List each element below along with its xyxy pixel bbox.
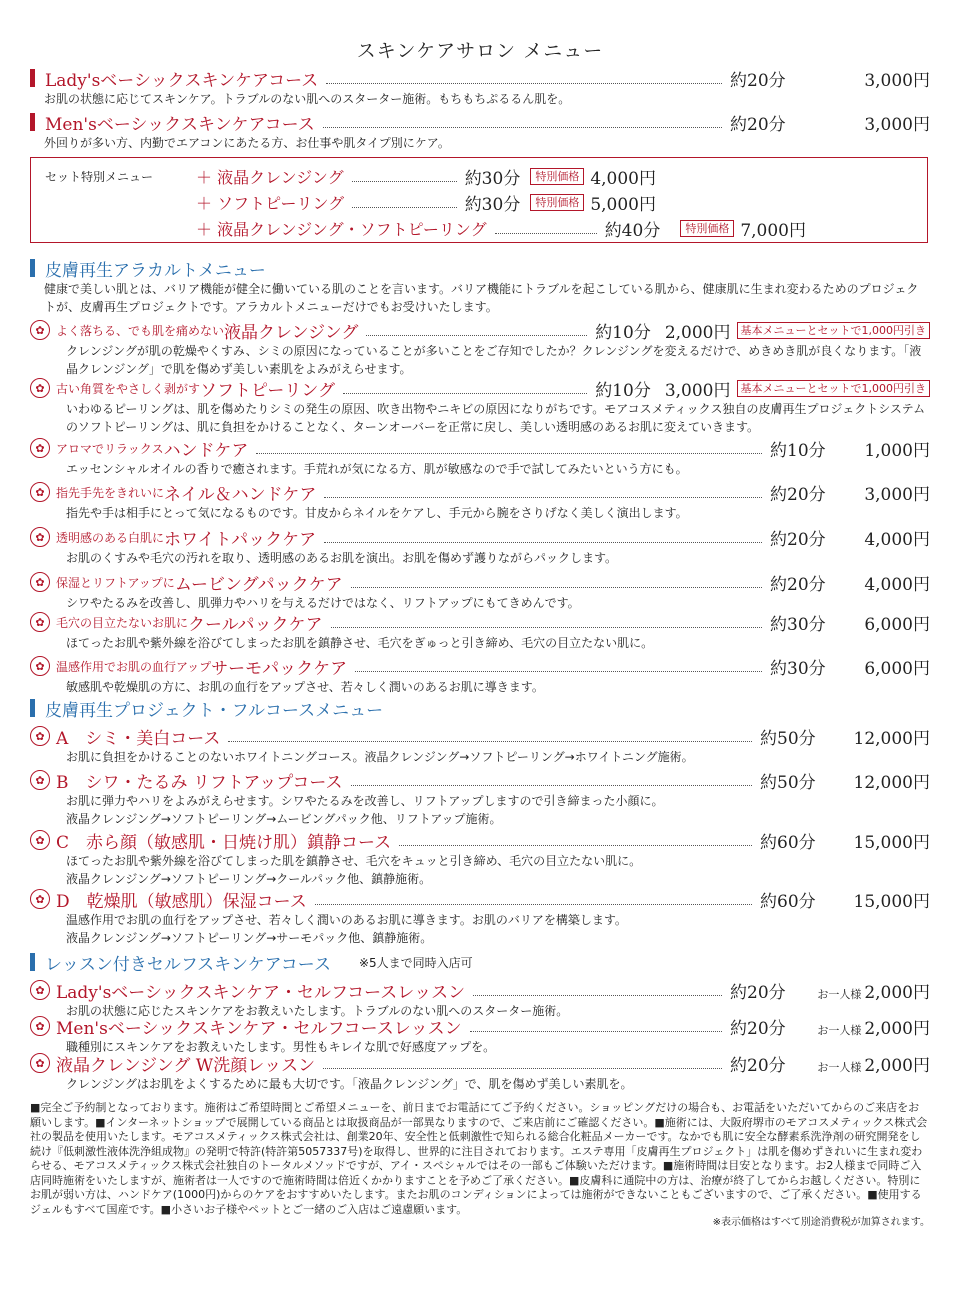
- fullcourse-item: [30, 887, 930, 947]
- alacarte-item: [30, 436, 930, 478]
- leaf-icon: ✿: [30, 726, 50, 746]
- leader-dots: [470, 1021, 722, 1032]
- basic-course-men: [30, 110, 930, 152]
- item-time: 約30分: [770, 614, 826, 635]
- alacarte-item: [30, 376, 930, 436]
- leaf-icon: ✿: [30, 1053, 50, 1073]
- course-name: C 赤ら顔（敏感肌・日焼け肌）鎮静コース: [56, 832, 392, 853]
- lesson-item: [30, 1051, 930, 1093]
- set-item-name: ＋ 液晶クレンジング: [196, 167, 344, 187]
- set-menu-label: セット特別メニュー: [45, 170, 154, 184]
- leaf-icon: ✿: [30, 438, 50, 458]
- page-title: スキンケアサロン メニュー: [356, 40, 604, 62]
- course-time: 約20分: [730, 70, 786, 91]
- leaf-icon: ✿: [30, 770, 50, 790]
- leaf-icon: ✿: [30, 482, 50, 502]
- section-marker: [30, 699, 35, 717]
- fullcourse-item: [30, 724, 930, 766]
- course-name: Men'sベーシックスキンケアコース: [45, 114, 315, 135]
- set-item-time: 約30分: [464, 168, 521, 189]
- item-time: 約20分: [770, 484, 826, 505]
- item-tagline: よく落ちる、でも肌を痛めない: [56, 323, 225, 338]
- section-marker: [30, 259, 35, 277]
- leaf-icon: ✿: [30, 980, 50, 1000]
- basic-course-lady: [30, 66, 930, 108]
- leaf-icon: ✿: [30, 830, 50, 850]
- item-time: 約20分: [770, 574, 826, 595]
- course-price: 3,000円: [864, 114, 930, 135]
- per-person-label: お一人様: [817, 987, 862, 1001]
- alacarte-item: [30, 318, 930, 378]
- leaf-icon: ✿: [30, 572, 50, 592]
- item-tagline: 保湿とリフトアップに: [56, 575, 175, 590]
- item-desc: エッセンシャルオイルの香りで癒されます。手荒れが気になる方、肌が敏感なので手で試してみたいという方にも。: [66, 462, 688, 476]
- course-procedure: 液晶クレンジング→ソフトピーリング→ムービングパック他、リフトアップ施術。: [66, 812, 502, 826]
- set-item: [196, 190, 656, 214]
- course-desc: お肌に弾力やハリをよみがえらせます。シワやたるみを改善し、リフトアップしますので引き締まった小顔に。: [66, 794, 664, 808]
- leaf-icon: ✿: [30, 1016, 50, 1036]
- course-price: 12,000円: [853, 728, 930, 749]
- set-item: [196, 216, 806, 240]
- leader-dots: [331, 617, 763, 628]
- tax-footnote: ※表示価格はすべて別途消費税が加算されます。: [712, 1217, 930, 1228]
- lesson-section: [30, 950, 930, 974]
- set-discount-note: 基本メニューとセットで1,000円引き: [737, 380, 931, 397]
- leader-dots: [324, 532, 762, 543]
- lesson-time: 約20分: [730, 1018, 786, 1039]
- set-menu-box: [30, 157, 928, 243]
- per-person-label: お一人様: [817, 1023, 862, 1037]
- item-price: 6,000円: [864, 658, 930, 679]
- lesson-price: [810, 1014, 930, 1039]
- alacarte-item: [30, 525, 930, 567]
- leader-dots: [473, 985, 722, 996]
- fullcourse-section: [30, 696, 930, 720]
- leader-dots: [323, 1058, 722, 1069]
- course-price: 3,000円: [864, 70, 930, 91]
- course-name: Lady'sベーシックスキンケアコース: [45, 70, 319, 91]
- item-price: 4,000円: [864, 574, 930, 595]
- item-name: ハンドケア: [163, 440, 249, 461]
- course-name: B シワ・たるみ リフトアップコース: [56, 772, 343, 793]
- leader-dots: [256, 443, 762, 454]
- leaf-icon: ✿: [30, 889, 50, 909]
- leaf-icon: ✿: [30, 527, 50, 547]
- alacarte-item: [30, 570, 930, 612]
- item-name: ネイル＆ハンドケア: [164, 484, 317, 505]
- course-time: 約20分: [730, 114, 786, 135]
- leader-dots: [351, 577, 762, 588]
- alacarte-item: [30, 610, 930, 652]
- item-desc: 敏感肌や乾燥肌の方に、お肌の血行をアップさせ、若々しく潤いのあるお肌に導きます。: [66, 680, 544, 694]
- course-price: 15,000円: [853, 832, 930, 853]
- per-person-label: お一人様: [817, 1060, 862, 1074]
- course-desc: 外回りが多い方、内勤でエアコンにあたる方、お仕事や肌タイプ別にケア。: [44, 136, 450, 150]
- lesson-name: Lady'sベーシックスキンケア・セルフコースレッスン: [56, 982, 466, 1003]
- item-price: 4,000円: [864, 529, 930, 550]
- lesson-name: Men'sベーシックスキンケア・セルフコースレッスン: [56, 1018, 462, 1039]
- lesson-time: 約20分: [730, 982, 786, 1003]
- item-tagline: 毛穴の目立たないお肌に: [56, 615, 189, 630]
- item-desc: 指先や手は相手にとって気になるものです。甘皮からネイルをケアし、手元から腕をさりげなく美しく演出します。: [66, 506, 688, 520]
- course-desc: お肌に負担をかけることのないホワイトニングコース。液晶クレンジング→ソフトピーリング→ホワイトニング施術。: [66, 750, 694, 764]
- course-time: 約60分: [760, 891, 816, 912]
- special-price-badge: 特別価格: [530, 168, 584, 185]
- alacarte-item: [30, 480, 930, 522]
- item-price: 1,000円: [864, 440, 930, 461]
- item-name: サーモパックケア: [211, 658, 348, 679]
- fullcourse-item: [30, 768, 930, 828]
- set-item-name: ＋ 液晶クレンジング・ソフトピーリング: [196, 219, 487, 239]
- leaf-icon: ✿: [30, 656, 50, 676]
- item-tagline: 古い角質をやさしく剥がす: [56, 381, 201, 396]
- item-price: 2,000円: [664, 322, 731, 343]
- course-time: 約50分: [760, 772, 816, 793]
- course-name: A シミ・美白コース: [56, 728, 221, 749]
- item-name: ホワイトパックケア: [164, 529, 317, 550]
- course-procedure: 液晶クレンジング→ソフトピーリング→サーモパック他、鎮静施術。: [66, 931, 433, 945]
- leader-dots: [366, 325, 587, 336]
- set-item-name: ＋ ソフトピーリング: [196, 193, 345, 213]
- item-price: 3,000円: [664, 380, 731, 401]
- leader-dots: [352, 171, 457, 182]
- set-item-price: 5,000円: [590, 194, 656, 215]
- item-price: 3,000円: [864, 484, 930, 505]
- lesson-name: 液晶クレンジング W洗顔レッスン: [56, 1055, 316, 1076]
- item-tagline: 指先手先をきれいに: [56, 485, 165, 500]
- set-item-price: 7,000円: [740, 220, 806, 241]
- section-marker: [30, 953, 35, 971]
- lesson-desc: 職種別にスキンケアをお教えいたします。男性もキレイな肌で好感度アップを。: [66, 1040, 496, 1054]
- section-heading: レッスン付きセルフスキンケアコース: [45, 954, 331, 975]
- course-time: 約50分: [760, 728, 816, 749]
- item-time: 約10分: [595, 322, 651, 343]
- capacity-note: ※5人まで同時入店可: [358, 955, 473, 970]
- leaf-icon: ✿: [30, 320, 50, 340]
- footer-notes: ■完全ご予約制となっております。施術はご希望時間とご希望メニューを、前日までお電話にてご予約ください。ショッピングだけの場合も、お電話をいただいてからのご来店をお願いします。■インターネットショップで展開している商品とは取扱商品が一部異なりますので、ご来店前にご確認ください。■施術には、大阪府堺市のモアコスメティックス株式会社の製品を使用いたします。モアコスメティックス株式会社は、創業20年、安全性と低刺激性で知られる総合化粧品メーカーです。なかでも肌に安全な酵素系洗浄剤の研究開発をし続け『低刺激性液体洗浄組成物』の発明で特許(特許第5057337号)を取得し、世界的に注目されております。エステ専用「皮膚再生プロジェクト」は肌を傷めずきれいに生まれ変わらせる、モアコスメティックス株式会社独自のトータルメソッドですが、アイ・スペシャルではその一部もご体験いただけます。■施術時間は目安となります。お2人様まで同時ご入店同時施術をいたしますが、施術者は一人ですので施術時間は倍近くかかりますことを予めご了承ください。■皮膚科に通院中の方は、治療が終了してからお越しください。特別にお肌が弱い方は、ハンドケア(1000円)からのケアをおすすめいたします。またお肌のコンディションによっては施術ができないこともございますので、ご了承ください。■使用するジェルもすべて国産です。■小さいお子様やペットとご一緒のご入店はご遠慮願います。: [30, 1101, 928, 1216]
- item-name: ムービングパックケア: [174, 574, 343, 595]
- lesson-price: [810, 978, 930, 1003]
- lesson-desc: クレンジングはお肌をよくするために最も大切です。「液晶クレンジング」で、肌を傷めず美しい素肌を。: [66, 1077, 633, 1091]
- item-desc: お肌のくすみや毛穴の汚れを取り、透明感のあるお肌を演出。お肌を傷めず護りながらパックします。: [66, 551, 618, 565]
- course-desc: 温感作用でお肌の血行をアップさせ、若々しく潤いのあるお肌に導きます。お肌のバリアを構築します。: [66, 913, 627, 927]
- leader-dots: [343, 383, 587, 394]
- item-time: 約30分: [770, 658, 826, 679]
- fullcourse-item: [30, 828, 930, 888]
- alacarte-intro: 健康で美しい肌とは、バリア機能が健全に働いている肌のことを言います。バリア機能にトラブルを起こしている肌から、健康肌に生まれ変わるためのプロジェクトが、皮膚再生プロジェクトです。アラカルトメニューだけでもお受けいたします。: [44, 282, 919, 314]
- course-desc: ほてったお肌や紫外線を浴びてしまった肌を鎮静させ、毛穴をキュッと引き締め、毛穴の目立たない肌に。: [66, 854, 642, 868]
- set-item: [196, 164, 656, 188]
- set-item-price: 4,000円: [590, 168, 656, 189]
- leader-dots: [355, 661, 762, 672]
- lesson-price-value: 2,000円: [864, 1055, 930, 1076]
- leader-dots: [495, 223, 597, 234]
- set-item-time: 約30分: [464, 194, 521, 215]
- item-price: 6,000円: [864, 614, 930, 635]
- leader-dots: [315, 894, 752, 905]
- item-name: 液晶クレンジング: [224, 322, 359, 343]
- special-price-badge: 特別価格: [530, 194, 584, 211]
- leader-dots: [352, 197, 457, 208]
- item-name: ソフトピーリング: [200, 380, 335, 401]
- section-heading: 皮膚再生プロジェクト・フルコースメニュー: [45, 700, 384, 721]
- leaf-icon: ✿: [30, 612, 50, 632]
- course-procedure: 液晶クレンジング→ソフトピーリング→クールパック他、鎮静施術。: [66, 872, 432, 886]
- course-price: 15,000円: [853, 891, 930, 912]
- item-time: 約10分: [595, 380, 651, 401]
- alacarte-section: [30, 256, 930, 316]
- course-desc: お肌の状態に応じてスキンケア。トラブルのない肌へのスターター施術。もちもちぷるるん肌を。: [44, 92, 571, 106]
- lesson-price-value: 2,000円: [864, 982, 930, 1003]
- set-item-time: 約40分: [604, 220, 661, 241]
- section-marker: [30, 69, 35, 87]
- leader-dots: [399, 835, 752, 846]
- item-time: 約20分: [770, 529, 826, 550]
- leader-dots: [324, 487, 762, 498]
- set-discount-note: 基本メニューとセットで1,000円引き: [737, 322, 931, 339]
- course-time: 約60分: [760, 832, 816, 853]
- item-desc: クレンジングが肌の乾燥やくすみ、シミの原因になっていることが多いことをご存知でしたか？クレンジングを変えるだけで、めきめき肌が良くなります。「液晶クレンジング」で肌を傷めず美しい素肌をよみがえらせます。: [66, 344, 922, 376]
- alacarte-item: [30, 654, 930, 696]
- section-marker: [30, 113, 35, 131]
- lesson-price-value: 2,000円: [864, 1018, 930, 1039]
- leader-dots: [228, 731, 752, 742]
- leader-dots: [351, 775, 753, 786]
- item-tagline: 透明感のある白肌に: [56, 530, 165, 545]
- item-desc: いわゆるピーリングは、肌を傷めたりシミの発生の原因、吹き出物やニキビの原因になりがちです。モアコスメティックス独自の皮膚再生プロジェクトシステムのソフトピーリングは、肌に負担をかけることなく、ターンオーバーを正常に戻し、美しい透明感のあるお肌に変えていきます。: [66, 402, 926, 434]
- lesson-time: 約20分: [730, 1055, 786, 1076]
- item-name: クールパックケア: [188, 614, 323, 635]
- special-price-badge: 特別価格: [680, 220, 734, 237]
- item-time: 約10分: [770, 440, 826, 461]
- leader-dots: [323, 117, 722, 128]
- lesson-price: [810, 1051, 930, 1076]
- item-desc: シワやたるみを改善し、肌弾力やハリを与えるだけではなく、リフトアップにもてきめんです。: [66, 596, 580, 610]
- lesson-desc: お肌の状態に応じたスキンケアをお教えいたします。トラブルのない肌へのスターター施術。: [66, 1004, 569, 1018]
- item-desc: ほてったお肌や紫外線を浴びてしまったお肌を鎮静させ、毛穴をぎゅっと引き締め、毛穴の目立たない肌に。: [66, 636, 654, 650]
- course-name: D 乾燥肌（敏感肌）保湿コース: [56, 891, 307, 912]
- leader-dots: [326, 73, 722, 84]
- item-tagline: アロマでリラックス: [56, 441, 164, 456]
- section-heading: 皮膚再生アラカルトメニュー: [45, 260, 266, 281]
- course-price: 12,000円: [853, 772, 930, 793]
- item-tagline: 温感作用でお肌の血行アップ: [56, 659, 212, 674]
- leaf-icon: ✿: [30, 378, 50, 398]
